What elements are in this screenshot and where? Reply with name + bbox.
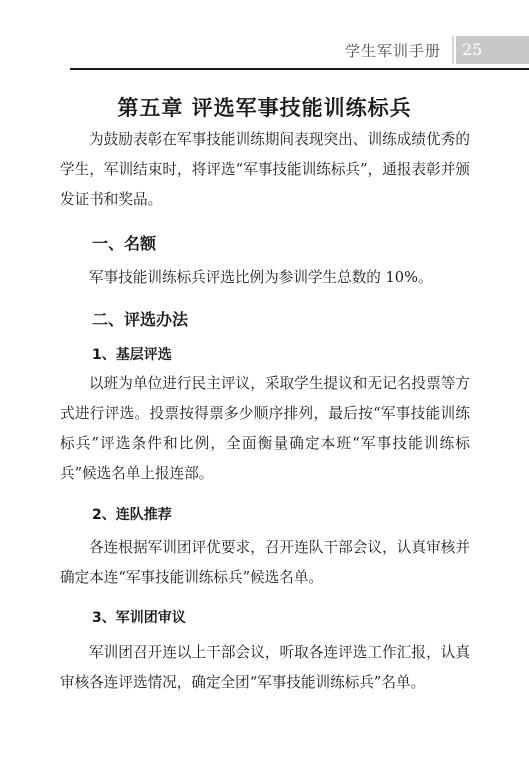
header-rule (70, 68, 529, 70)
subsection-heading-regiment: 3、军训团审议 (92, 610, 186, 626)
company-paragraph: 各连根据军训团评优要求，召开连队干部会议，认真审核并确定本连“军事技能训练标兵”候选名单。 (60, 539, 470, 586)
regiment-paragraph: 军训团召开连以上干部会议，听取各连评选工作汇报，认真审核各连评选情况，确定全团“军事技能训练标兵”名单。 (60, 644, 470, 691)
header-title: 学生军训手册 (344, 42, 441, 60)
quota-paragraph: 军事技能训练标兵评选比例为参训学生总数的 10%。 (89, 269, 433, 286)
subsection-heading-grassroots: 1、基层评选 (92, 347, 172, 363)
section-heading-method: 二、评选办法 (92, 310, 189, 329)
page-number: 25 (456, 36, 529, 64)
subsection-heading-company: 2、连队推荐 (92, 507, 172, 523)
intro-paragraph: 为鼓励表彰在军事技能训练期间表现突出、训练成绩优秀的学生，军训结束时，将评选“军事技能训练标兵”，通报表彰并颁发证书和奖品。 (60, 131, 470, 208)
grassroots-paragraph: 以班为单位进行民主评议，采取学生提议和无记名投票等方式进行评选。投票按得票多少顺序排列，最后按“军事技能训练标兵”评选条件和比例，全面衡量确定本班“军事技能训练标兵”候选名单上报连部。 (60, 375, 470, 482)
section-heading-quota: 一、名额 (92, 234, 157, 253)
chapter-title: 第五章 评选军事技能训练标兵 (117, 95, 412, 120)
page-header (0, 0, 529, 70)
header-separator (452, 36, 454, 64)
